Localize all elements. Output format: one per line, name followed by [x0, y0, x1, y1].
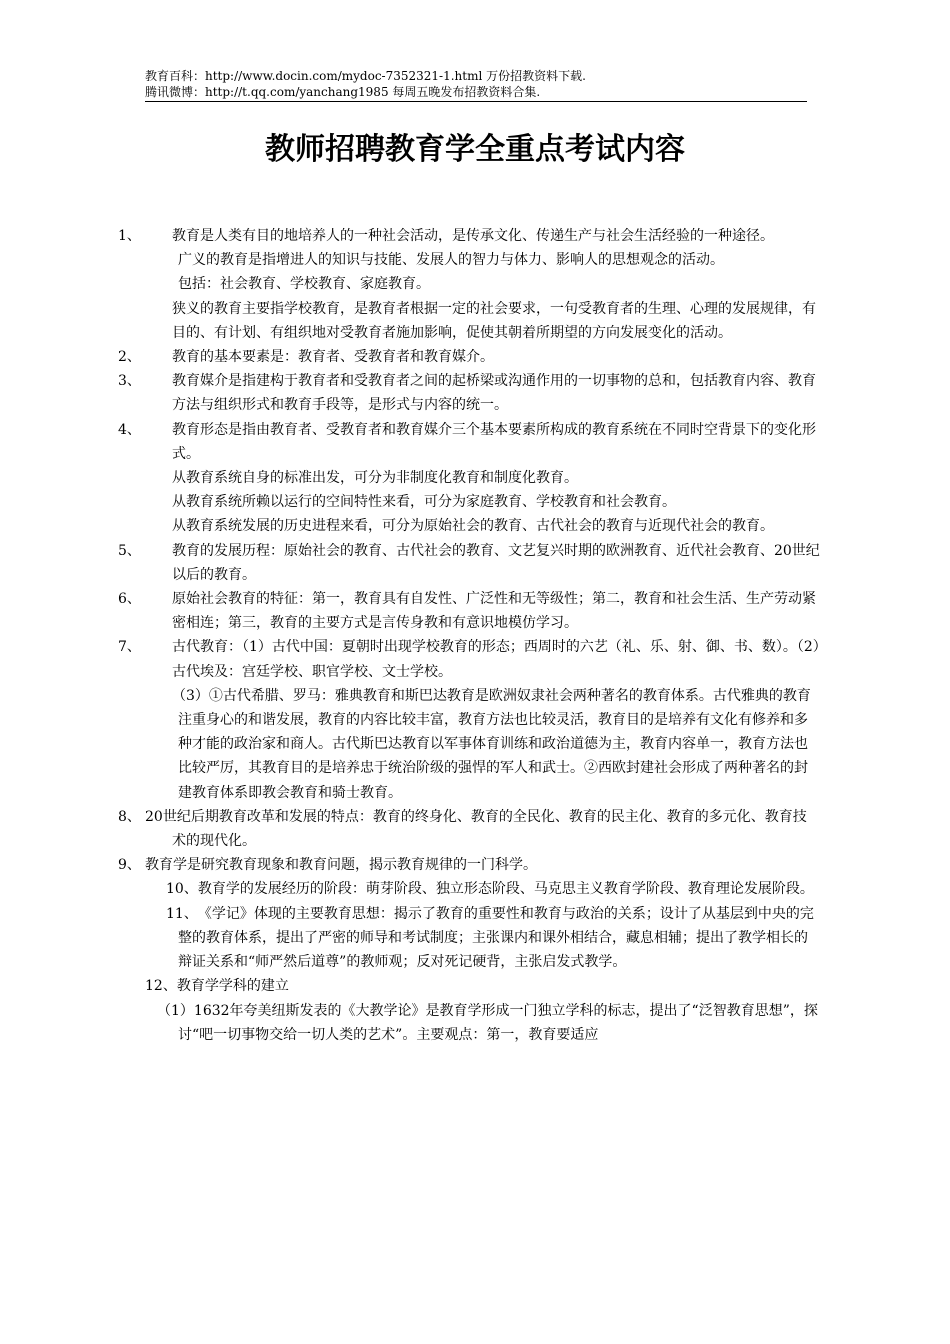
- item-1-broad: 广义的教育是指增进人的知识与技能、发展人的智力与体力、影响人的思想观念的活动。: [178, 252, 724, 269]
- item-1-includes: 包括：社会教育、学校教育、家庭教育。: [178, 276, 430, 293]
- item-6: 6、 原始社会教育的特征：第一，教育具有自发性、广泛性和无等级性；第二，教育和社会生活、生产劳动紧密相连；第三，教育的主要方式是言传身教和有意识地模仿学习。: [118, 591, 816, 632]
- item-12-comenius: （1）1632年夸美纽斯发表的《大教学论》是教育学形成一门独立学科的标志，提出了“泛智教育思想”，探讨“吧一切事物交给一切人类的艺术”。主要观点：第一，教育要适应: [157, 1002, 818, 1043]
- document-body: [118, 224, 820, 1047]
- page-header: [145, 68, 807, 100]
- item-10: 10、教育学的发展经历的阶段：萌芽阶段、独立形态阶段、马克思主义教育学阶段、教育理论发展阶段。: [166, 881, 814, 898]
- item-11: 11、《学记》体现的主要教育思想：揭示了教育的重要性和教育与政治的关系；设计了从基层到中央的完整的教育体系，提出了严密的师导和考试制度；主张课内和课外相结合，藏息相辅；提出了教学相长的辩证关系和“师严然后道尊”的教师观；反对死记硬背，主张启发式教学。: [166, 905, 814, 971]
- item-8: 8、 20世纪后期教育改革和发展的特点：教育的终身化、教育的全民化、教育的民主化、教育的多元化、教育技术的现代化。: [118, 808, 807, 850]
- item-12: 12、教育学学科的建立: [145, 978, 289, 995]
- item-5: 5、 教育的发展历程：原始社会的教育、古代社会的教育、文艺复兴时期的欧洲教育、近代社会教育、20世纪以后的教育。: [118, 542, 820, 583]
- item-3: 3、 教育媒介是指建构于教育者和受教育者之间的起桥梁或沟通作用的一切事物的总和，包括教育内容、教育方法与组织形式和教育手段等，是形式与内容的统一。: [118, 373, 816, 414]
- item-9: 9、 教育学是研究教育现象和教育问题，揭示教育规律的一门科学。: [118, 857, 537, 874]
- item-7: 7、 古代教育：（1）古代中国：夏朝时出现学校教育的形态；西周时的六艺（礼、乐、射、御、书、数）。（2）古代埃及：宫廷学校、职官学校、文士学校。: [118, 639, 820, 680]
- header-line-weibo: 腾讯微博：http://t.qq.com/yanchang1985 每周五晚发布招教资料合集.: [145, 85, 541, 99]
- header-divider: [145, 101, 807, 102]
- header-line-docin: 教育百科：http://www.docin.com/mydoc-7352321-1.html 万份招教资料下载.: [145, 69, 586, 83]
- item-7-greece-rome: （3）①古代希腊、罗马：雅典教育和斯巴达教育是欧洲奴隶社会两种著名的教育体系。古代雅典的教育注重身心的和谐发展，教育的内容比较丰富，教育方法也比较灵活，教育目的是培养有文化有修养和多种才能的政治家和商人。古代斯巴达教育以军事体育训练和政治道德为主，教育内容单一，教育方法也比较严厉，其教育目的是培养忠于统治阶级的强悍的军人和武士。②西欧封建社会形成了两种著名的封建教育体系即教会教育和骑士教育。: [172, 687, 811, 801]
- item-4-spatial: 从教育系统所赖以运行的空间特性来看，可分为家庭教育、学校教育和社会教育。: [172, 494, 676, 511]
- item-4-institutional: 从教育系统自身的标准出发，可分为非制度化教育和制度化教育。: [172, 470, 578, 487]
- item-4: 4、 教育形态是指由教育者、受教育者和教育媒介三个基本要素所构成的教育系统在不同时空背景下的变化形式。: [118, 421, 816, 462]
- item-1: 1、 教育是人类有目的地培养人的一种社会活动，是传承文化、传递生产与社会生活经验的一种途径。: [118, 228, 774, 244]
- item-2: 2、 教育的基本要素是：教育者、受教育者和教育媒介。: [118, 349, 494, 366]
- item-1-narrow: 狭义的教育主要指学校教育，是教育者根据一定的社会要求，一句受教育者的生理、心理的发展规律，有目的、有计划、有组织地对受教育者施加影响，促使其朝着所期望的方向发展变化的活动。: [172, 300, 816, 341]
- item-4-historical: 从教育系统发展的历史进程来看，可分为原始社会的教育、古代社会的教育与近现代社会的教育。: [172, 518, 774, 535]
- page-title: 教师招聘教育学全重点考试内容: [265, 132, 685, 167]
